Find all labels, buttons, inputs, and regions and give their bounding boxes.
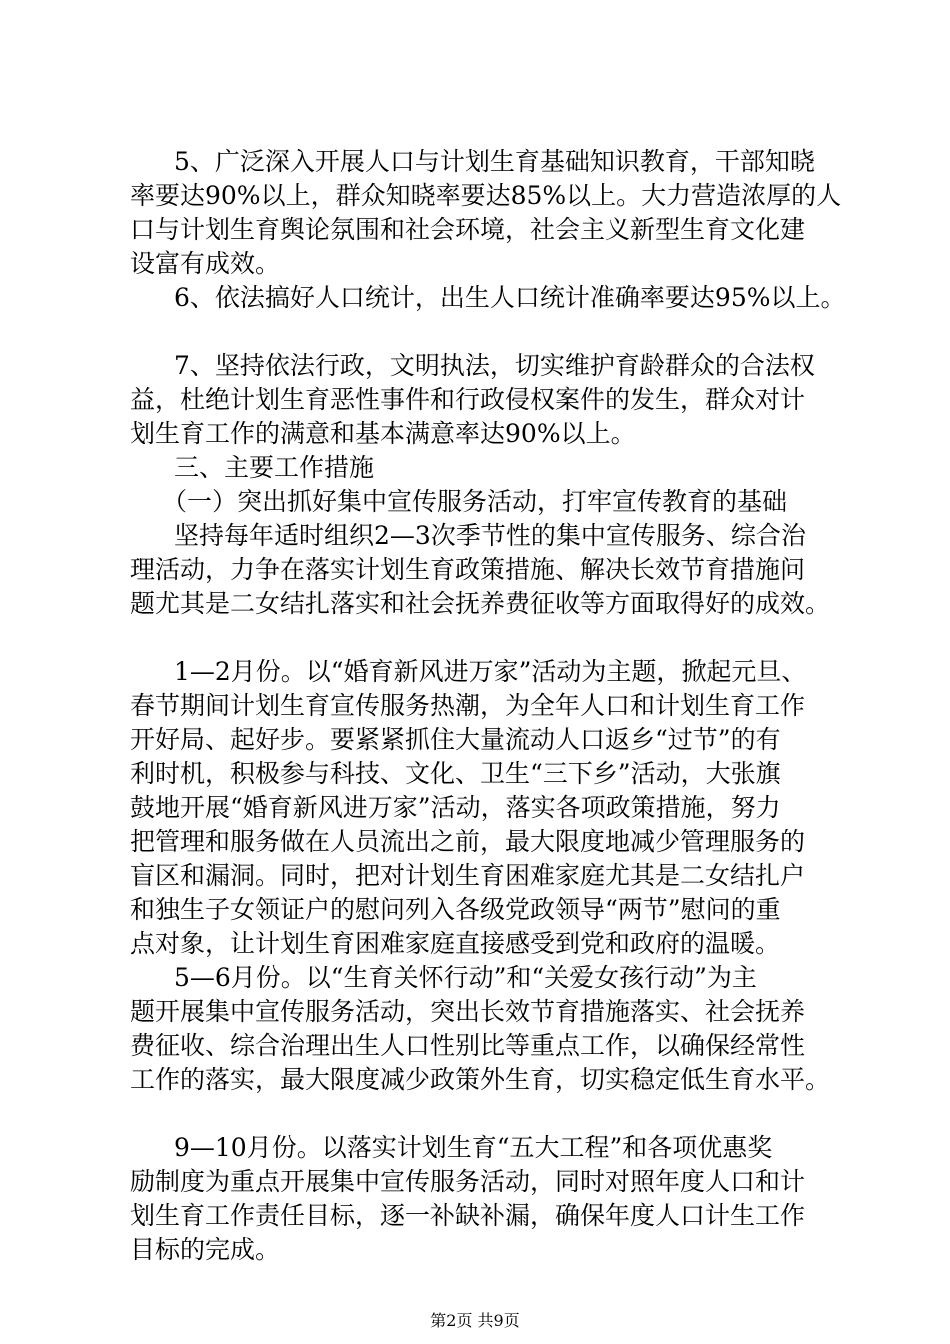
paragraph-line: 开好局、起好步。要紧紧抓住大量流动人口返乡“过节”的有 xyxy=(130,725,781,754)
paragraph-line: 把管理和服务做在人员流出之前，最大限度地减少管理服务的 xyxy=(130,827,806,856)
paragraph-line: 励制度为重点开展集中宣传服务活动，同时对照年度人口和计 xyxy=(130,1167,806,1196)
paragraph-line: 理活动，力争在落实计划生育政策措施、解决长效节育措施问 xyxy=(130,555,806,584)
paragraph-line: 划生育工作的满意和基本满意率达90%以上。 xyxy=(130,419,636,448)
paragraph-line: 5—6月份。以“生育关怀行动”和“关爱女孩行动”为主 xyxy=(174,963,757,992)
paragraph-line: 费征收、综合治理出生人口性别比等重点工作，以确保经常性 xyxy=(130,1031,806,1060)
paragraph-line: 7、坚持依法行政，文明执法，切实维护育龄群众的合法权 xyxy=(174,351,815,380)
page-number-footer: 第2页 共9页 xyxy=(430,1311,520,1330)
paragraph-line: 坚持每年适时组织2—3次季节性的集中宣传服务、综合治 xyxy=(174,521,806,550)
paragraph-line: 题开展集中宣传服务活动，突出长效节育措施落实、社会抚养 xyxy=(130,997,806,1026)
paragraph-line: 和独生子女领证户的慰问列入各级党政领导“两节”慰问的重 xyxy=(130,895,781,924)
paragraph-line: 率要达90%以上，群众知晓率要达85%以上。大力营造浓厚的人 xyxy=(130,181,842,210)
paragraph-line: 盲区和漏洞。同时，把对计划生育困难家庭尤其是二女结扎户 xyxy=(130,861,806,890)
paragraph-line: 5、广泛深入开展人口与计划生育基础知识教育，干部知晓 xyxy=(174,147,815,176)
paragraph-line: 划生育工作责任目标，逐一补缺补漏，确保年度人口计生工作 xyxy=(130,1201,806,1230)
paragraph-line: 点对象，让计划生育困难家庭直接感受到党和政府的温暖。 xyxy=(130,929,781,958)
paragraph-line: 9—10月份。以落实计划生育“五大工程”和各项优惠奖 xyxy=(174,1133,773,1162)
subsection-heading: （一）突出抓好集中宣传服务活动，打牢宣传教育的基础 xyxy=(162,487,788,516)
paragraph-line: 益，杜绝计划生育恶性事件和行政侵权案件的发生，群众对计 xyxy=(130,385,806,414)
paragraph-line: 利时机，积极参与科技、文化、卫生“三下乡”活动，大张旗 xyxy=(130,759,781,788)
paragraph-line: 鼓地开展“婚育新风进万家”活动，落实各项政策措施，努力 xyxy=(130,793,781,822)
paragraph-line: 春节期间计划生育宣传服务热潮，为全年人口和计划生育工作 xyxy=(130,691,806,720)
paragraph-line: 1—2月份。以“婚育新风进万家”活动为主题，掀起元旦、 xyxy=(174,657,807,686)
paragraph-line: 目标的完成。 xyxy=(130,1235,281,1264)
paragraph-line: 题尤其是二女结扎落实和社会抚养费征收等方面取得好的成效。 xyxy=(130,589,831,618)
section-heading: 三、主要工作措施 xyxy=(174,453,375,482)
paragraph-line: 口与计划生育舆论氛围和社会环境，社会主义新型生育文化建 xyxy=(130,215,806,244)
paragraph-line: 6、依法搞好人口统计，出生人口统计准确率要达95%以上。 xyxy=(174,283,846,312)
paragraph-line: 设富有成效。 xyxy=(130,249,281,278)
paragraph-line: 工作的落实，最大限度减少政策外生育，切实稳定低生育水平。 xyxy=(130,1065,831,1094)
